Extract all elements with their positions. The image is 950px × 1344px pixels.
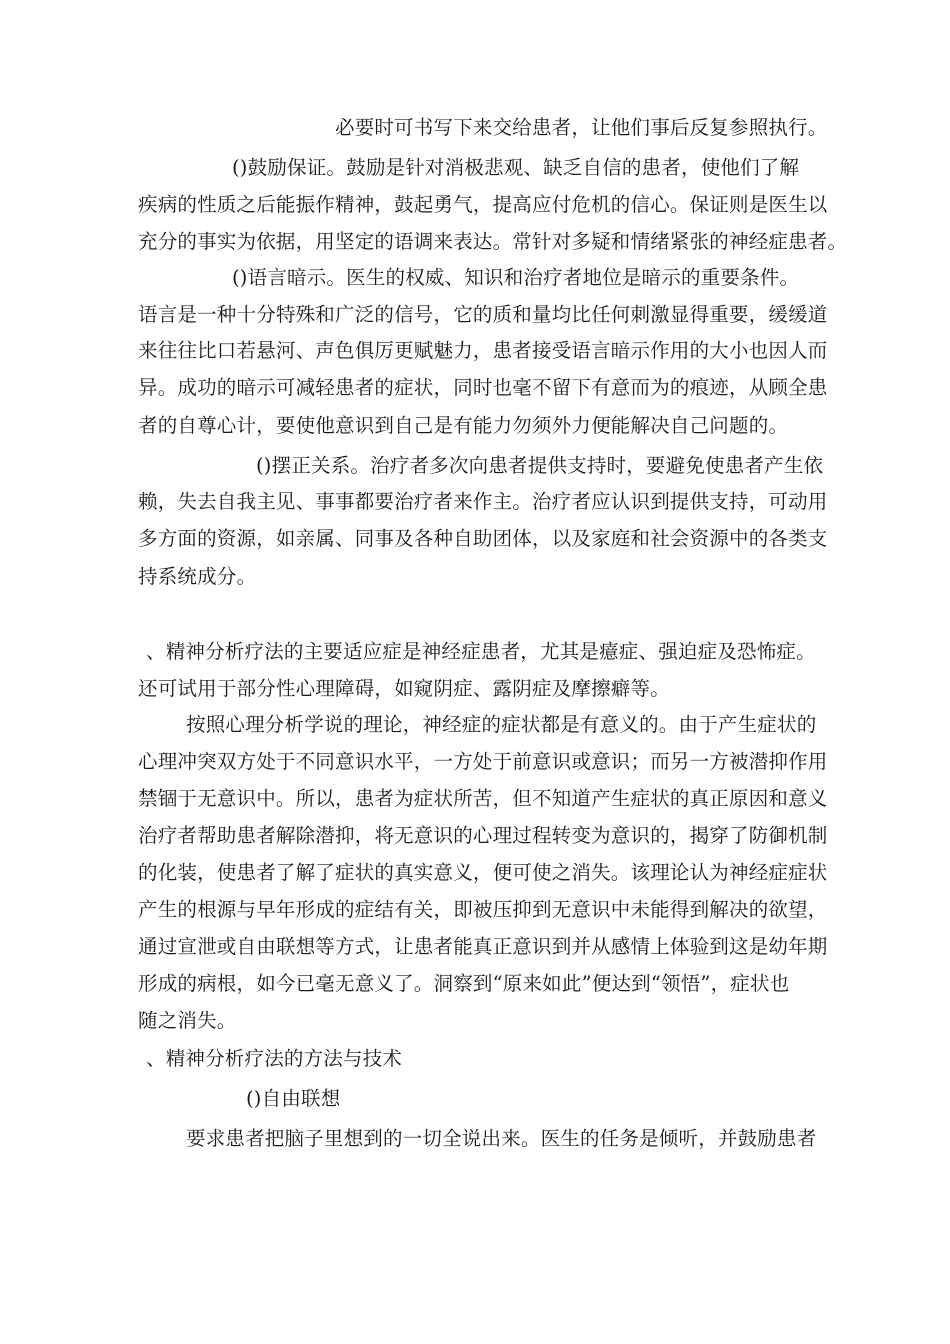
text-line: ()语言暗示。医生的权威、知识和治疗者地位是暗示的重要条件。 — [232, 266, 800, 289]
text-line: 者的自尊心计，要使他意识到自己是有能力勿须外力便能解决自己问题的。 — [138, 414, 789, 437]
text-line: 治疗者帮助患者解除潜抑，将无意识的心理过程转变为意识的，揭穿了防御机制 — [138, 824, 828, 847]
text-line: 语言是一种十分特殊和广泛的信号，它的质和量均比任何刺激显得重要，缓缓道 — [138, 303, 828, 326]
text-line: 禁锢于无意识中。所以，患者为症状所苦，但不知道产生症状的真正原因和意义 — [138, 787, 828, 810]
text-line: 来往往比口若悬河、声色俱厉更赋魅力，患者接受语言暗示作用的大小也因人而 — [138, 339, 828, 362]
text-line: 通过宣泄或自由联想等方式，让患者能真正意识到并从感情上体验到这是幼年期 — [138, 935, 828, 958]
text-line: 必要时可书写下来交给患者，让他们事后反复参照执行。 — [335, 116, 828, 139]
text-line: 还可试用于部分性心理障碍，如窥阴症、露阴症及摩擦癖等。 — [138, 677, 670, 700]
section-heading: 、精神分析疗法的方法与技术 — [146, 1047, 403, 1070]
text-line: 产生的根源与早年形成的症结有关，即被压抑到无意识中未能得到解决的欲望， — [138, 898, 828, 921]
text-line: ()摆正关系。治疗者多次向患者提供支持时，要避免使患者产生依 — [256, 454, 824, 477]
text-line: 疾病的性质之后能振作精神，鼓起勇气，提高应付危机的信心。保证则是医生以 — [138, 193, 828, 216]
text-line: 的化装，使患者了解了症状的真实意义，便可使之消失。该理论认为神经症症状 — [138, 861, 828, 884]
text-line: 心理冲突双方处于不同意识水平，一方处于前意识或意识；而另一方被潜抑作用 — [138, 750, 828, 773]
text-line: 异。成功的暗示可减轻患者的症状，同时也毫不留下有意而为的痕迹，从顾全患 — [138, 376, 828, 399]
text-line: 持系统成分。 — [138, 565, 257, 588]
text-line: 按照心理分析学说的理论，神经症的症状都是有意义的。由于产生症状的 — [186, 713, 817, 736]
subsection-heading: ()自由联想 — [246, 1087, 341, 1110]
text-line: 赖，失去自我主见、事事都要治疗者来作主。治疗者应认识到提供支持，可动用 — [138, 490, 828, 513]
text-line: 形成的病根，如今已毫无意义了。洞察到“原来如此”便达到“领悟”，症状也 — [138, 972, 790, 995]
text-line: 充分的事实为依据，用坚定的语调来表达。常针对多疑和情绪紧张的神经症患者。 — [138, 230, 848, 253]
text-line: 随之消失。 — [138, 1009, 237, 1032]
text-line: ()鼓励保证。鼓励是针对消极悲观、缺乏自信的患者，使他们了解 — [232, 156, 800, 179]
text-line: 要求患者把脑子里想到的一切全说出来。医生的任务是倾听，并鼓励患者 — [186, 1127, 817, 1150]
text-line: 、精神分析疗法的主要适应症是神经症患者，尤其是癔症、强迫症及恐怖症。 — [146, 640, 816, 663]
text-line: 多方面的资源，如亲属、同事及各种自助团体，以及家庭和社会资源中的各类支 — [138, 527, 828, 550]
